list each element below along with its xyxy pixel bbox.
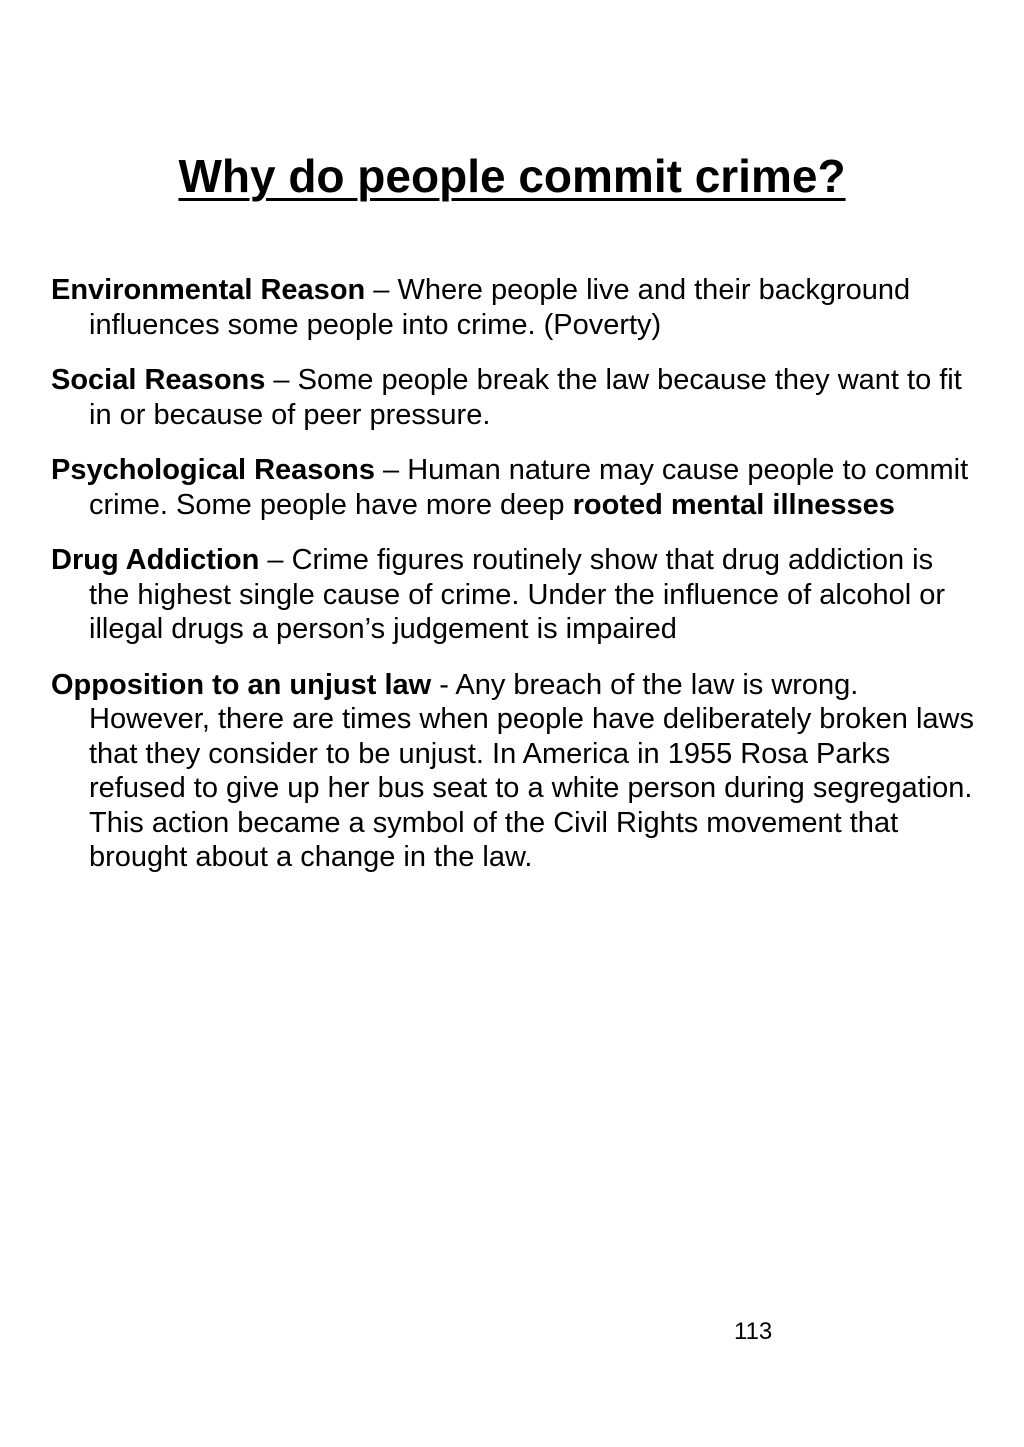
reason-term: Drug Addiction: [51, 544, 260, 576]
reason-text: Crime figures routinely show that drug addiction is the highest single cause of crime. Under the influence of alcohol or illegal drugs a person’s judgement is impaired: [89, 544, 945, 645]
reason-separator: –: [374, 454, 408, 486]
reason-term: Environmental Reason: [51, 274, 366, 306]
reason-term: Opposition to an unjust law: [51, 668, 432, 701]
page-title: Why do people commit crime?: [178, 150, 846, 202]
reason-term: Social Reasons: [51, 364, 266, 396]
reason-separator: –: [259, 544, 292, 576]
reason-psychological: [51, 453, 981, 522]
reason-text: Some people break the law because they want to fit in or because of peer pressure.: [89, 364, 962, 431]
reason-text: Human nature may cause people to commit crime. Some people have more deep: [89, 454, 969, 521]
reason-emphasis: rooted mental illnesses: [572, 488, 895, 521]
reason-term: Psychological Reasons: [51, 454, 375, 486]
reason-separator: –: [265, 364, 298, 396]
reason-unjust-law: [51, 668, 981, 875]
reason-separator: -: [431, 668, 456, 701]
reason-social: [51, 363, 981, 432]
reason-text: Where people live and their background influences some people into crime. (Poverty): [89, 274, 911, 341]
reason-environmental: [51, 273, 981, 342]
reason-text: Any breach of the law is wrong. However, there are times when people have deliberately broken laws that they consider to be unjust. In America in 1955 Rosa Parks refused to give up her bus seat to a white person during segregation. This action became a symbol of the Civil Rights movement that brought about a change in the law.: [89, 668, 974, 873]
page-number: 113: [734, 1318, 773, 1345]
reason-drug-addiction: [51, 543, 981, 647]
reason-separator: –: [365, 274, 398, 306]
reasons-list: [51, 273, 981, 896]
